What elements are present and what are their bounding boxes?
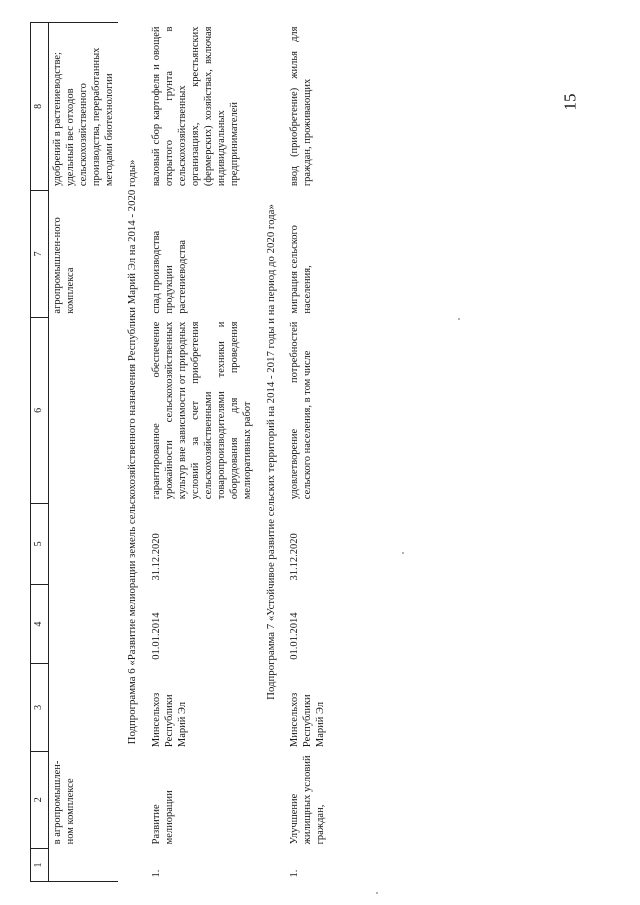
continuation-consequence-cell: агропромышлен-ного комплекса [51,217,76,314]
column-header-2: 2 [31,751,49,848]
subprogram-6-heading-row [118,23,147,882]
table-row [286,23,329,882]
indicator-link: валовый сбор картофеля и овощей открытого грунта в сельскохозяйственных организациях, крестьянских (фермерских) хозяйствах, включая индивидуальных предпринимателей [150,26,241,187]
scan-speck [402,552,404,554]
column-header-8: 8 [31,23,49,191]
continuation-indicator-cell: удобрений в растениеводстве; удельный вес отходов сельскохозяйственного производства, переработанных методами биотехнологии [48,23,118,191]
end-date: 31.12.2020 [150,533,162,581]
row-number: 1. [150,869,162,878]
expected-result: удовлетворение потребностей сельского населения, в том числе [289,321,314,500]
continuation-row [48,23,118,882]
expected-result: гарантированное обеспечение урожайности сельскохозяйственных культур вне зависимости от природных условий за счет приобретения сельскохозяйственными товаропроизводителями техники и оборудования для проведения мелиоративных работ [150,321,254,500]
column-header-1: 1 [31,848,49,881]
subprogram-7-heading-row [257,23,286,882]
start-date: 01.01.2014 [289,612,301,660]
scan-speck [376,892,378,894]
column-header-4: 4 [31,585,49,664]
subprogram-7-title: Подпрограмма 7 «Устойчивое развитие сельских территорий на 2014 - 2017 годы и на период до 2020 года» [264,204,277,700]
page-number: 15 [560,93,580,111]
table-row [148,23,257,882]
row-number: 1. [289,869,301,878]
continuation-name-cell: в агропромышлен-ном комплексе [51,760,76,845]
column-header-3: 3 [31,664,49,751]
end-date: 31.12.2020 [289,533,301,581]
executor: Минсельхоз Республики Марий Эл [150,692,188,748]
measure-name: Развитие мелиорации [150,790,175,845]
rotated-table-area [30,22,610,882]
non-implementation-consequence: миграция сельского населения, [289,225,314,314]
column-header-7: 7 [31,190,49,317]
start-date: 01.01.2014 [150,612,162,660]
measure-name: Улучшение жилищных условий граждан, [289,755,327,845]
non-implementation-consequence: спад производства продукции растениеводства [150,230,188,314]
column-header-5: 5 [31,503,49,584]
indicator-link: ввод (приобретение) жилья для граждан, проживающих [289,26,314,187]
scan-speck [458,318,460,320]
column-number-row [31,23,49,882]
executor: Минсельхоз Республики Марий Эл [289,692,327,748]
subprogram-6-title: Подпрограмма 6 «Развитие мелиорации земель сельскохозяйственного назначения Республики Марий Эл на 2014 - 2020 годы» [126,159,139,745]
program-table [30,22,329,882]
column-header-6: 6 [31,318,49,504]
